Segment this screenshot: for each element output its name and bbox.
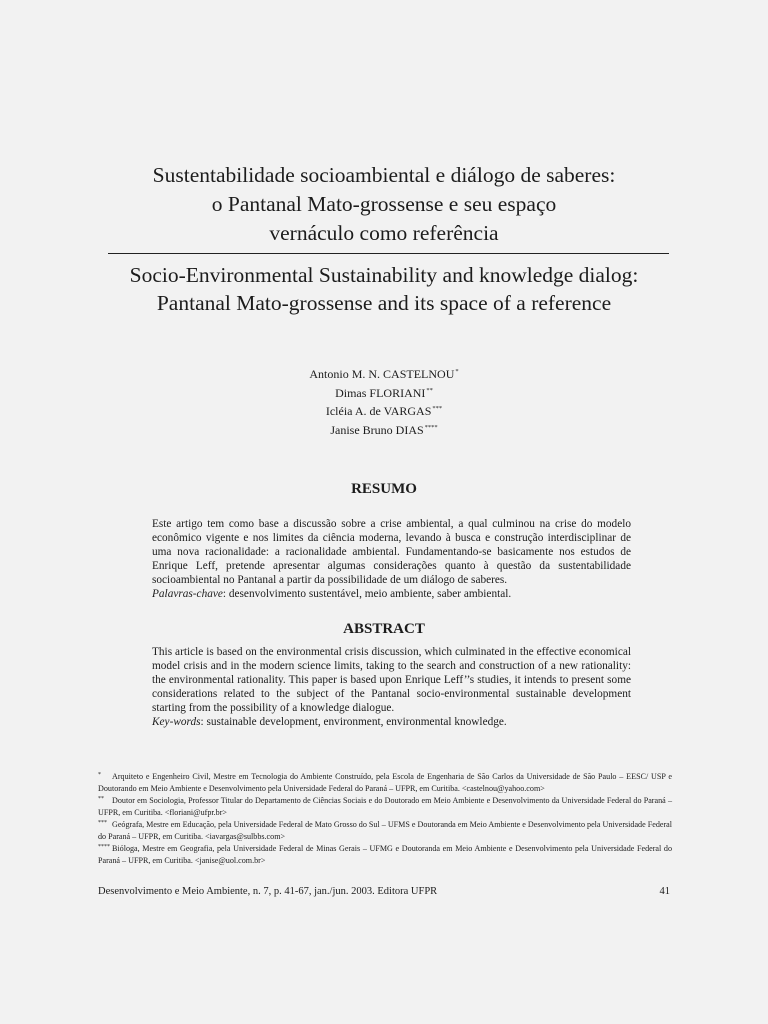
resumo-body: Este artigo tem como base a discussão sobre a crise ambiental, a qual culminou na crise do modelo econômico vigente e nos limites da ciência moderna, levando à busca e construção interdisciplinar de uma nova racionalidade: a racionalidade ambiental. Fundamentando-se basicamente nos estudos de Enrique Leff, pretende apresentar algumas considerações quanto à questão da sustentabilidade socioambiental no Pantanal a partir da possibilidade de um diálogo de saberes. bbox=[152, 518, 631, 587]
keywords-label: Palavras-chave bbox=[152, 588, 223, 601]
footnote: **** Bióloga, Mestre em Geografia, pela Universidade Federal de Minas Gerais – UFMG e Doutoranda em Meio Ambiente e Desenvolvimento pela Universidade Federal do Paraná – UFPR, em Curitiba. <janise@uol.com.br> bbox=[98, 844, 672, 865]
footnotes bbox=[98, 770, 672, 866]
author-list bbox=[0, 364, 768, 438]
abstract-keywords bbox=[152, 715, 631, 729]
author-footnote-mark: *** bbox=[432, 405, 443, 412]
author-footnote-mark: * bbox=[455, 368, 459, 375]
title-pt-line: vernáculo como referência bbox=[269, 221, 499, 245]
title-portuguese bbox=[0, 161, 768, 248]
footnote: * Arquiteto e Engenheiro Civil, Mestre em Tecnologia do Ambiente Construído, pela Escola de Engenharia de São Carlos da Universidade de São Paulo – EESC/ USP e Doutorando em Meio Ambiente e Desenvolvimento pela Universidade Federal do Paraná – UFPR, em Curitiba. <castelnou@yahoo.com> bbox=[98, 772, 672, 793]
footnote-mark: * bbox=[98, 772, 101, 778]
keywords-text: : sustainable development, environment, environmental knowledge. bbox=[200, 716, 507, 729]
abstract-heading: ABSTRACT bbox=[343, 621, 425, 637]
author: Janise Bruno DIAS**** bbox=[330, 422, 438, 437]
footnote: ** Doutor em Sociologia, Professor Titular do Departamento de Ciências Sociais e do Doutorado em Meio Ambiente e Desenvolvimento da Universidade Federal do Paraná – UFPR, em Curitiba. <floriani@ufpr.br> bbox=[98, 796, 672, 817]
author-footnote-mark: ** bbox=[426, 386, 433, 394]
title-en-line: Socio-Environmental Sustainability and knowledge dialog: bbox=[129, 263, 639, 287]
footnote-mark: **** bbox=[98, 844, 110, 850]
author-footnote-mark: **** bbox=[424, 423, 438, 431]
author: Dimas FLORIANI** bbox=[335, 385, 433, 400]
footnote: *** Geógrafa, Mestre em Educação, pela Universidade Federal de Mato Grosso do Sul – UFMS e Doutoranda em Meio Ambiente e Desenvolvimento pela Universidade Federal do Paraná – UFPR, em Curitiba. <iavargas@sulbbs.com> bbox=[98, 820, 672, 841]
resumo-keywords bbox=[152, 587, 631, 601]
keywords-label: Key-words bbox=[152, 716, 201, 729]
title-divider bbox=[108, 253, 669, 254]
resumo-heading: RESUMO bbox=[351, 481, 417, 497]
author: Antonio M. N. CASTELNOU* bbox=[309, 367, 459, 381]
journal-citation: Desenvolvimento e Meio Ambiente, n. 7, p. 41-67, jan./jun. 2003. Editora UFPR bbox=[98, 886, 438, 897]
author: Icléia A. de VARGAS*** bbox=[325, 404, 443, 418]
title-en-line: Pantanal Mato-grossense and its space of a reference bbox=[156, 291, 612, 315]
resumo-section bbox=[152, 517, 631, 602]
keywords-text: : desenvolvimento sustentável, meio ambiente, saber ambiental. bbox=[222, 588, 512, 601]
title-pt-line: Sustentabilidade socioambiental e diálogo de saberes: bbox=[152, 163, 616, 187]
abstract-section bbox=[152, 645, 631, 730]
title-english bbox=[0, 261, 768, 317]
abstract-body: This article is based on the environmental crisis discussion, which culminated in the effective economical model crisis and in the modern science limits, taking to the search and construction of a new rationality: the environmental rationality. This paper is based upon Enrique Leff’’s studies, it intends to present some considerations related to the subject of the Pantanal socio-environmental sustainable development starting from the possibility of a knowledge dialogue. bbox=[152, 646, 631, 715]
footnote-mark: *** bbox=[98, 820, 107, 826]
title-pt-line: o Pantanal Mato-grossense e seu espaço bbox=[211, 192, 557, 216]
page-footer bbox=[98, 886, 670, 897]
page-number: 41 bbox=[659, 886, 670, 897]
footnote-mark: ** bbox=[98, 796, 104, 802]
